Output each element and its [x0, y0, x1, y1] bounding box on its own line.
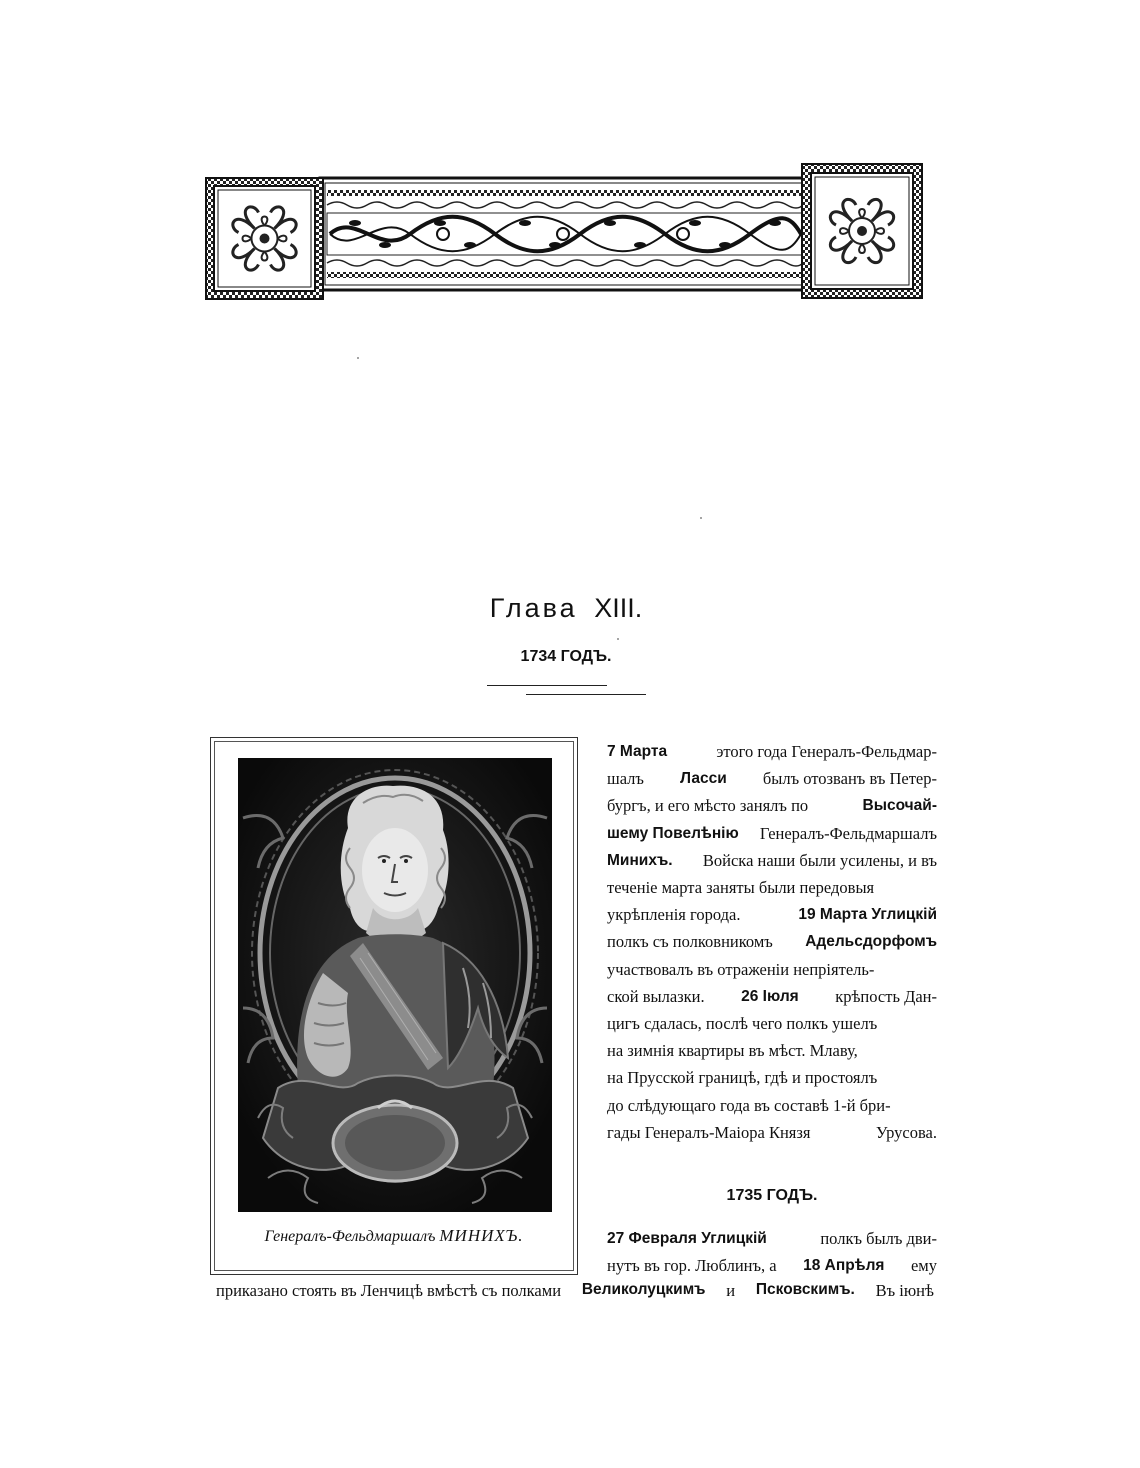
year-heading-1734: 1734 ГОДЪ.: [520, 648, 612, 665]
text-line: на Прусской границѣ, гдѣ и простоялъ: [607, 1068, 878, 1088]
text-line: укрѣпленія города. 19 Марта Углицкій: [607, 905, 937, 925]
text-line: бургъ, и его мѣсто занялъ по Высочай-: [607, 796, 937, 816]
text-line: шалъ Ласси былъ отозванъ въ Петер-: [607, 769, 937, 789]
caption-name: МИНИХЪ.: [439, 1226, 524, 1245]
scan-speck: [357, 357, 359, 359]
scan-speck: [617, 638, 619, 640]
portrait-plate: [210, 737, 578, 1275]
text-line: полкъ съ полковникомъ Адельсдорфомъ: [607, 932, 937, 952]
text-line: гады Генералъ-Маіора Князя Урусова.: [607, 1122, 937, 1142]
text-line: на зимнія квартиры въ мѣст. Млаву,: [607, 1041, 858, 1061]
chapter-title: [0, 593, 1132, 624]
divider-rule-offset: [526, 694, 646, 695]
text-line: нутъ въ гор. Люблинъ, а 18 Апрѣля ему: [607, 1256, 937, 1276]
text-line: цигъ сдалась, послѣ чего полкъ ушелъ: [607, 1014, 878, 1034]
chapter-label: Глава: [489, 593, 578, 623]
text-line: Минихъ. Войска наши были усилены, и въ: [607, 850, 937, 870]
portrait-caption: [211, 1226, 577, 1246]
text-line: 27 Февраля Углицкій полкъ былъ дви-: [607, 1229, 937, 1248]
text-line: шему Повелѣнію Генералъ-Фельдмаршалъ: [607, 823, 937, 843]
chapter-number: XIII.: [594, 593, 643, 623]
divider-rule-short: [487, 685, 607, 686]
text-line: до слѣдующаго года въ составѣ 1-й бри-: [607, 1095, 891, 1115]
portrait-engraving-image: [238, 758, 552, 1212]
ornamental-header-banner: [205, 163, 923, 301]
caption-title: Генералъ-Фельдмаршалъ: [264, 1228, 436, 1245]
year-heading-1735: 1735 ГОДЪ.: [726, 1187, 818, 1204]
text-line: участвовалъ въ отраженіи непріятель-: [607, 959, 875, 979]
text-line-full-width: приказано стоять въ Ленчицѣ вмѣстѣ съ полками Великолуцкимъ и Псковскимъ. Въ іюнѣ: [216, 1281, 934, 1300]
paragraph-1734: [607, 738, 937, 1146]
text-line: теченіе марта заняты были передовыя: [607, 878, 875, 898]
text-line: 7 Марта этого года Генералъ-Фельдмар-: [607, 742, 937, 761]
scan-speck: [700, 517, 702, 519]
text-line: ской вылазки. 26 Іюля крѣпость Дан-: [607, 986, 937, 1006]
paragraph-1735: [607, 1225, 937, 1279]
